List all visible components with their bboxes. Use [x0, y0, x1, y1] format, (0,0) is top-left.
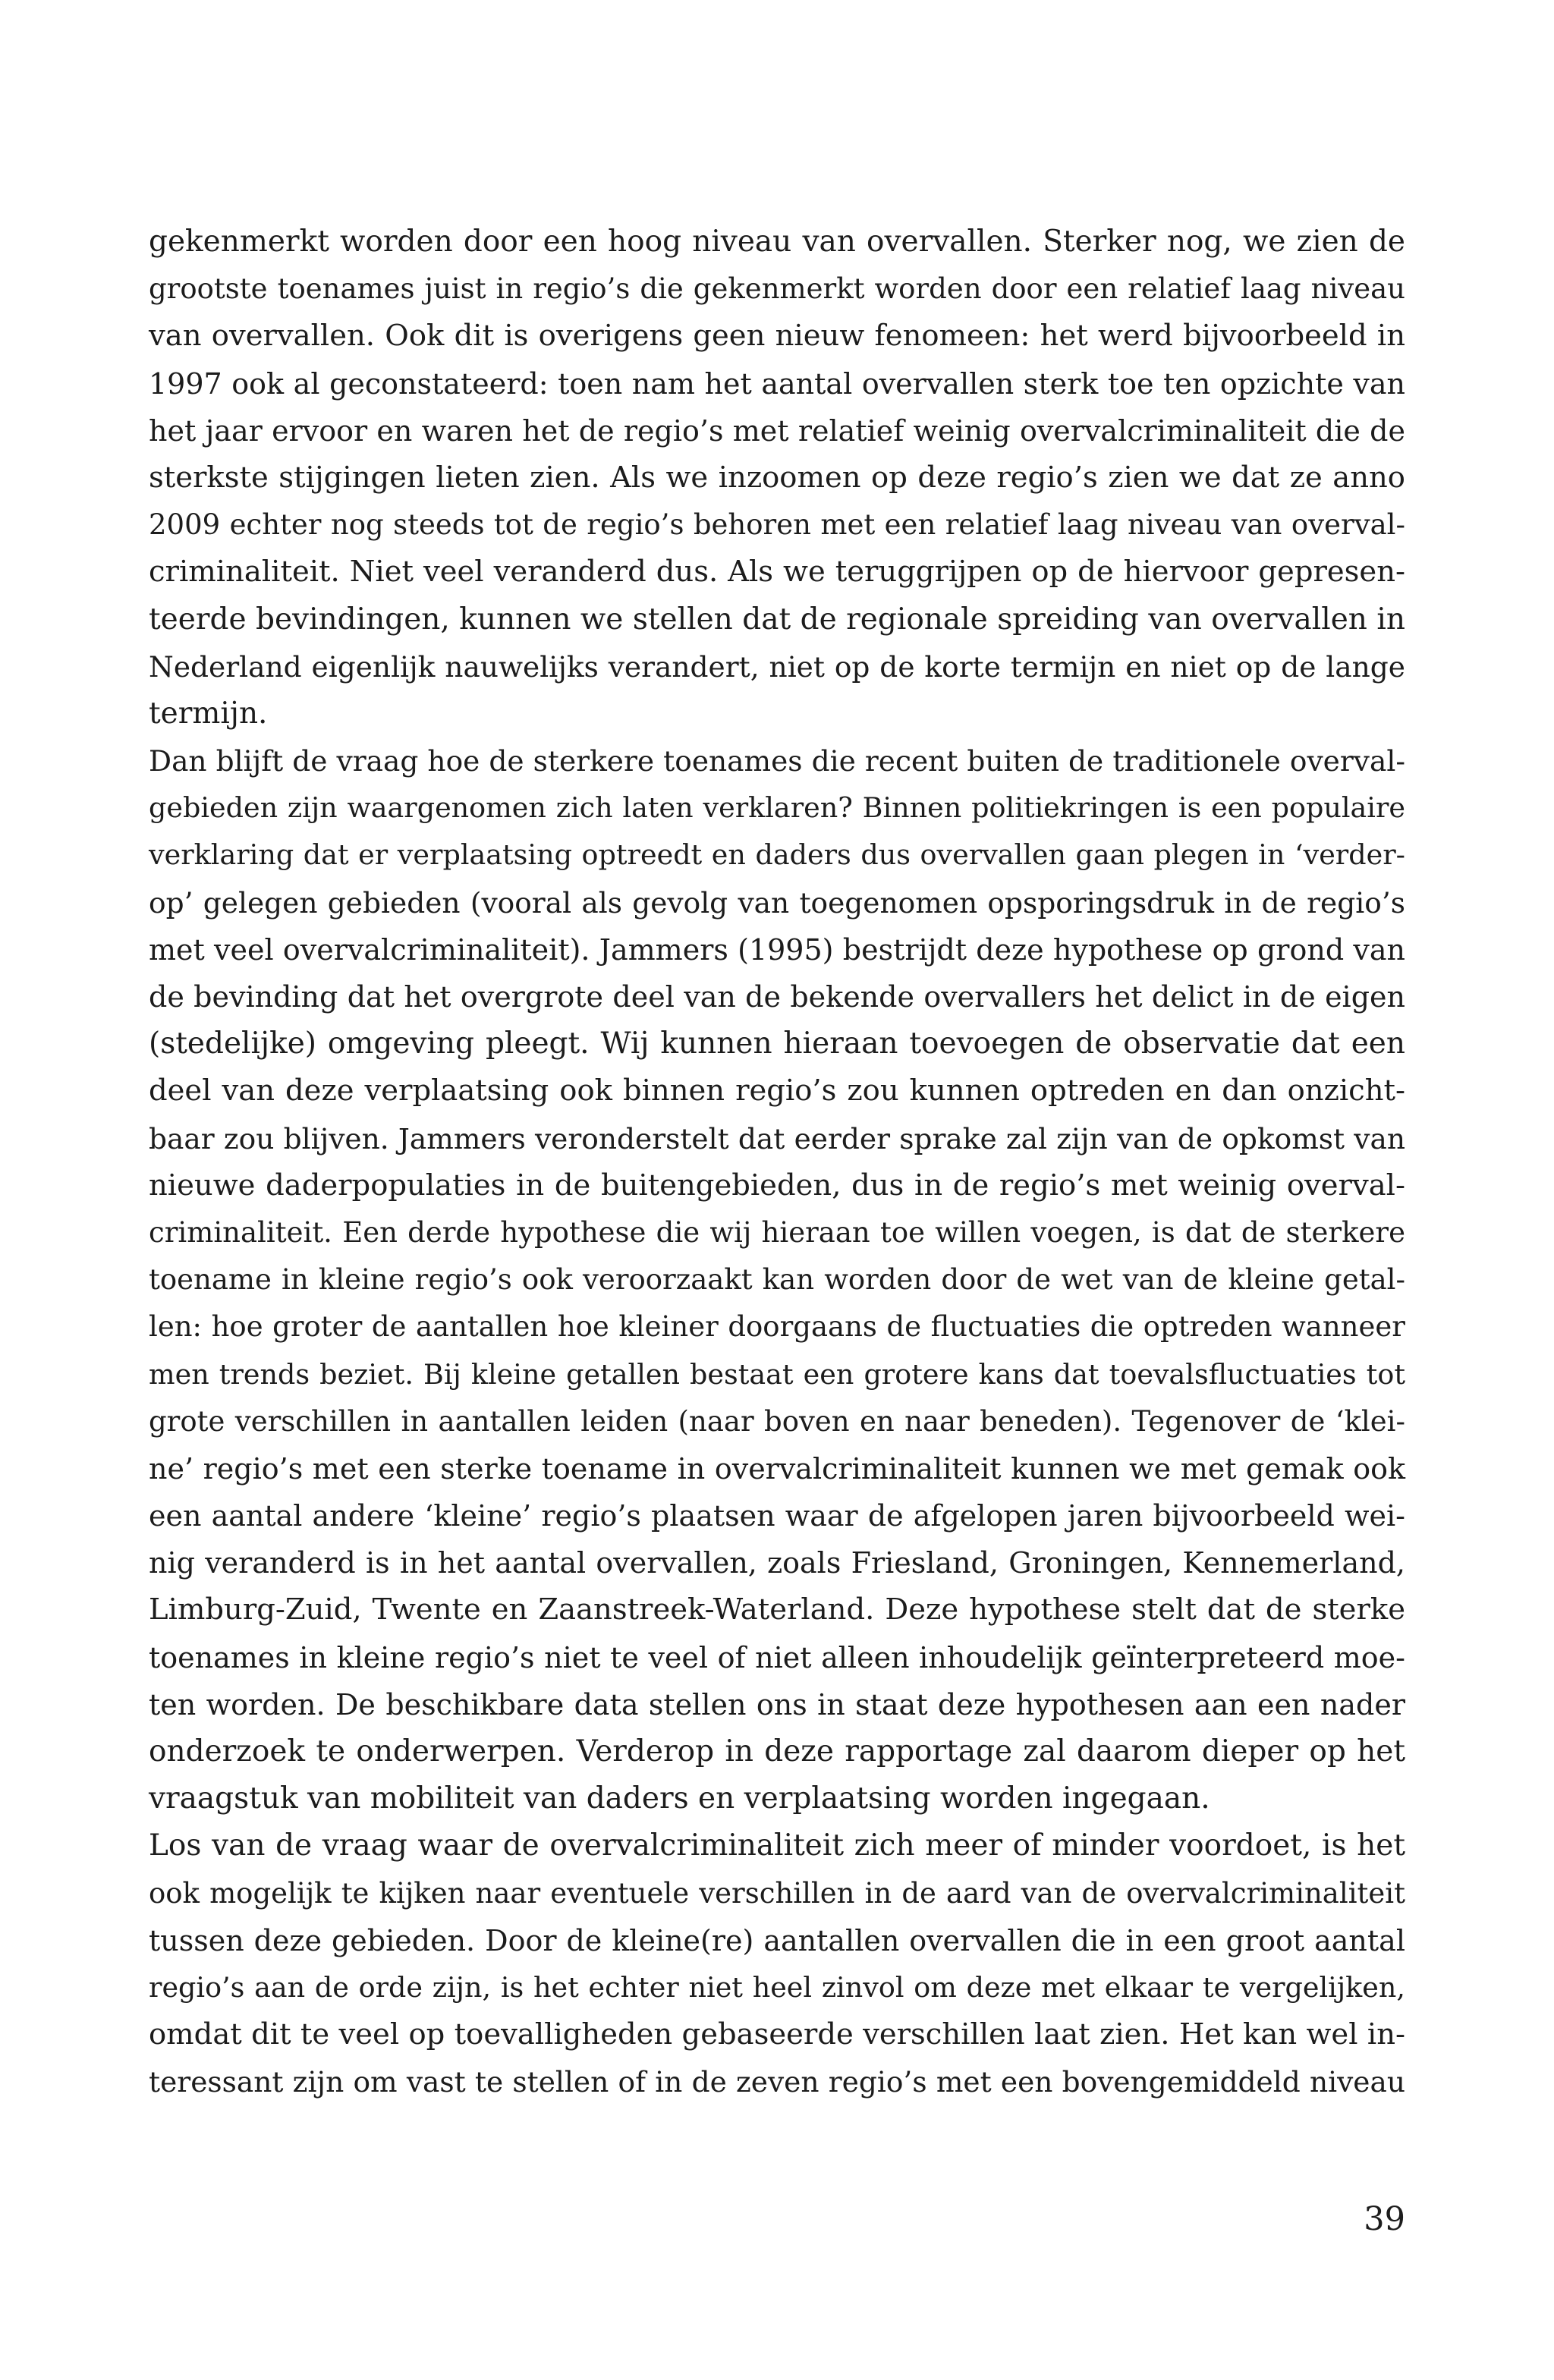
- text-line: Limburg-Zuid, Twente en Zaanstreek-Waterland. Deze hypothese stelt dat de sterke: [149, 1592, 1405, 1627]
- text-line: Nederland eigenlijk nauwelijks verandert, niet op de korte termijn en niet op de lange: [149, 649, 1405, 684]
- text-line: sterkste stijgingen lieten zien. Als we inzoomen op deze regio’s zien we dat ze anno: [149, 460, 1405, 495]
- text-line: het jaar ervoor en waren het de regio’s met relatief weinig overvalcriminaliteit die de: [149, 413, 1405, 448]
- text-line: Los van de vraag waar de overvalcriminaliteit zich meer of minder voordoet, is het: [149, 1828, 1405, 1863]
- text-line: criminaliteit. Een derde hypothese die wij hieraan toe willen voegen, is dat de sterkere: [149, 1215, 1405, 1249]
- paragraph: [149, 1822, 1405, 2105]
- text-line: verklaring dat er verplaatsing optreedt en daders dus overvallen gaan plegen in ‘verder-: [149, 838, 1405, 872]
- text-line: len: hoe groter de aantallen hoe kleiner doorgaans de fluctuaties die optreden wanneer: [149, 1310, 1405, 1344]
- text-line: met veel overvalcriminaliteit). Jammers (1995) bestrijdt deze hypothese op grond van: [149, 932, 1405, 967]
- text-line: 2009 echter nog steeds tot de regio’s behoren met een relatief laag niveau van overval-: [149, 508, 1405, 542]
- text-line: van overvallen. Ook dit is overigens geen nieuw fenomeen: het werd bijvoorbeeld in: [149, 319, 1405, 354]
- text-line: gebieden zijn waargenomen zich laten verklaren? Binnen politiekringen is een populaire: [149, 791, 1405, 825]
- text-line: omdat dit te veel op toevalligheden gebaseerde verschillen laat zien. Het kan wel in-: [149, 2017, 1405, 2052]
- paragraph: [149, 219, 1405, 737]
- paragraph: [149, 737, 1405, 1822]
- text-line: teressant zijn om vast te stellen of in de zeven regio’s met een bovengemiddeld niveau: [149, 2065, 1405, 2099]
- text-line: Dan blijft de vraag hoe de sterkere toenames die recent buiten de traditionele overval-: [149, 744, 1405, 778]
- text-line: de bevinding dat het overgrote deel van de bekende overvallers het delict in de eigen: [149, 980, 1405, 1014]
- text-line: vraagstuk van mobiliteit van daders en verplaatsing worden ingegaan.: [149, 1781, 1210, 1816]
- text-line: baar zou blijven. Jammers veronderstelt dat eerder sprake zal zijn van de opkomst van: [149, 1121, 1405, 1155]
- text-line: 1997 ook al geconstateerd: toen nam het aantal overvallen sterk toe ten opzichte van: [149, 366, 1405, 401]
- text-line: ook mogelijk te kijken naar eventuele verschillen in de aard van de overvalcriminaliteit: [149, 1876, 1405, 1910]
- text-line: toenames in kleine regio’s niet te veel of niet alleen inhoudelijk geïnterpreteerd moe-: [149, 1640, 1405, 1674]
- text-line: gekenmerkt worden door een hoog niveau van overvallen. Sterker nog, we zien de: [149, 225, 1405, 259]
- text-line: tussen deze gebieden. Door de kleine(re) aantallen overvallen die in een groot aantal: [149, 1923, 1405, 1957]
- text-line: onderzoek te onderwerpen. Verderop in deze rapportage zal daarom dieper op het: [149, 1734, 1405, 1768]
- text-line: grootste toenames juist in regio’s die gekenmerkt worden door een relatief laag niveau: [149, 272, 1405, 306]
- text-line: (stedelijke) omgeving pleegt. Wij kunnen hieraan toevoegen de observatie dat een: [149, 1027, 1405, 1061]
- text-line: ten worden. De beschikbare data stellen ons in staat deze hypothesen aan een nader: [149, 1687, 1405, 1721]
- body-text: [149, 219, 1405, 2106]
- text-line: teerde bevindingen, kunnen we stellen dat de regionale spreiding van overvallen in: [149, 602, 1405, 637]
- text-line: een aantal andere ‘kleine’ regio’s plaatsen waar de afgelopen jaren bijvoorbeeld wei-: [149, 1499, 1405, 1533]
- text-line: grote verschillen in aantallen leiden (naar boven en naar beneden). Tegenover de ‘klei-: [149, 1404, 1405, 1438]
- text-line: men trends beziet. Bij kleine getallen bestaat een grotere kans dat toevalsfluctuaties tot: [149, 1357, 1405, 1391]
- text-line: regio’s aan de orde zijn, is het echter niet heel zinvol om deze met elkaar te vergelijken,: [149, 1970, 1405, 2004]
- text-line: ne’ regio’s met een sterke toename in overvalcriminaliteit kunnen we met gemak ook: [149, 1451, 1405, 1486]
- text-line: termijn.: [149, 696, 268, 731]
- text-line: nieuwe daderpopulaties in de buitengebieden, dus in de regio’s met weinig overval-: [149, 1168, 1405, 1203]
- text-line: deel van deze verplaatsing ook binnen regio’s zou kunnen optreden en dan onzicht-: [149, 1074, 1405, 1108]
- page-number: 39: [1364, 2200, 1405, 2238]
- text-line: nig veranderd is in het aantal overvallen, zoals Friesland, Groningen, Kennemerland,: [149, 1546, 1405, 1580]
- text-line: op’ gelegen gebieden (vooral als gevolg van toegenomen opsporingsdruk in de regio’s: [149, 885, 1405, 920]
- text-line: toename in kleine regio’s ook veroorzaakt kan worden door de wet van de kleine getal-: [149, 1263, 1405, 1297]
- text-line: criminaliteit. Niet veel veranderd dus. Als we teruggrijpen op de hiervoor gepresen-: [149, 555, 1405, 589]
